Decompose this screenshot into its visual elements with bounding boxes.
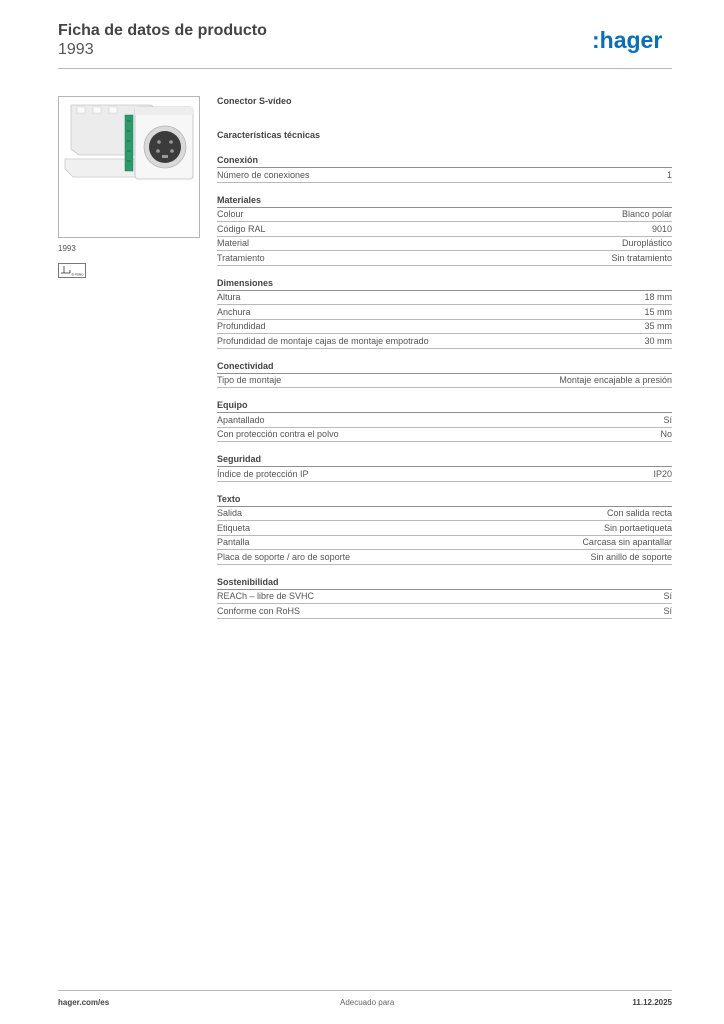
spec-row <box>217 467 672 482</box>
section-title: Materiales <box>217 194 262 205</box>
section-title: Seguridad <box>217 454 262 464</box>
spec-value: 18 mm <box>644 292 672 303</box>
spec-section <box>217 151 672 183</box>
product-number: 1993 <box>58 41 94 58</box>
spec-row <box>217 521 672 536</box>
image-caption: 1993 <box>58 244 76 253</box>
spec-label: Pantalla <box>217 537 250 548</box>
spec-row <box>217 251 672 266</box>
footer-date: 11.12.2025 <box>632 998 672 1007</box>
spec-section <box>217 490 672 565</box>
spec-label: Tratamiento <box>217 252 265 263</box>
spec-value: Sí <box>663 414 672 425</box>
spec-row <box>217 305 672 320</box>
footer-suitable-for: Adecuado para <box>340 998 395 1007</box>
section-title: Conectividad <box>217 360 274 371</box>
spec-label: Con protección contra el polvo <box>217 429 339 440</box>
spec-value: Carcasa sin apantallar <box>582 537 672 548</box>
spec-row <box>217 208 672 223</box>
spec-row <box>217 428 672 443</box>
spec-label: REACh – libre de SVHC <box>217 591 315 602</box>
spec-section <box>217 274 672 349</box>
spec-value: 15 mm <box>644 306 672 317</box>
spec-value: Sin portaetiqueta <box>603 522 672 533</box>
spec-row <box>217 604 672 619</box>
product-name: Conector S-vídeo <box>217 96 292 106</box>
spec-label: Etiqueta <box>217 522 251 533</box>
product-image <box>58 96 200 238</box>
spec-row <box>217 590 672 605</box>
spec-section <box>217 191 672 266</box>
spec-row <box>217 374 672 389</box>
header-divider <box>58 68 672 69</box>
spec-value: 30 mm <box>644 335 672 346</box>
spec-value: No <box>660 429 672 440</box>
spec-row <box>217 413 672 428</box>
spec-value: Duroplástico <box>621 238 672 249</box>
spec-row <box>217 291 672 306</box>
section-title: Texto <box>217 493 241 504</box>
spec-value: IP20 <box>653 468 672 479</box>
logo-text: :hager <box>592 28 663 53</box>
spec-label: Material <box>217 238 250 249</box>
spec-value: Con salida recta <box>606 508 672 519</box>
spec-section <box>217 450 672 482</box>
spec-value: Montaje encajable a presión <box>559 375 672 386</box>
svg-text:S-Video: S-Video <box>71 272 84 277</box>
spec-row <box>217 222 672 237</box>
page-header <box>58 22 672 68</box>
spec-label: Anchura <box>217 306 251 317</box>
product-specifications <box>217 95 672 619</box>
spec-section <box>217 573 672 619</box>
spec-label: Conforme con RoHS <box>217 605 301 616</box>
s-video-symbol <box>58 263 86 278</box>
spec-row <box>217 507 672 522</box>
spec-value: Blanco polar <box>621 209 672 220</box>
spec-section <box>217 396 672 442</box>
footer-divider <box>58 990 672 991</box>
spec-label: Placa de soporte / aro de soporte <box>217 551 351 562</box>
spec-value: Sí <box>663 591 672 602</box>
spec-label: Apantallado <box>217 414 265 425</box>
section-title: Dimensiones <box>217 277 274 288</box>
spec-label: Colour <box>217 209 244 220</box>
section-title: Conexión <box>217 155 259 165</box>
spec-value: Sí <box>663 605 672 616</box>
spec-row <box>217 168 672 183</box>
spec-label: Tipo de montaje <box>217 375 282 386</box>
page-title: Ficha de datos de producto <box>58 22 267 39</box>
spec-sections <box>217 151 672 619</box>
spec-row <box>217 536 672 551</box>
spec-row <box>217 550 672 565</box>
spec-label: Número de conexiones <box>217 169 310 180</box>
spec-label: Código RAL <box>217 223 266 234</box>
spec-label: Salida <box>217 508 243 519</box>
section-title: Equipo <box>217 400 248 410</box>
hager-logo <box>592 28 672 54</box>
spec-row <box>217 320 672 335</box>
spec-value: Sin anillo de soporte <box>590 551 672 562</box>
connector-illustration <box>59 97 199 237</box>
spec-value: 1 <box>666 169 672 180</box>
spec-label: Altura <box>217 292 241 303</box>
spec-label: Índice de protección IP <box>217 468 309 479</box>
connection-symbol-icon <box>59 264 85 277</box>
spec-label: Profundidad <box>217 321 266 332</box>
footer-website[interactable]: hager.com/es <box>58 998 110 1007</box>
spec-row <box>217 334 672 349</box>
spec-label: Profundidad de montaje cajas de montaje empotrado <box>217 335 429 346</box>
technical-characteristics-title: Características técnicas <box>217 130 321 140</box>
spec-value: 9010 <box>651 223 672 234</box>
spec-section <box>217 357 672 389</box>
spec-value: Sin tratamiento <box>611 252 672 263</box>
spec-value: 35 mm <box>644 321 672 332</box>
section-title: Sostenibilidad <box>217 576 279 587</box>
spec-row <box>217 237 672 252</box>
